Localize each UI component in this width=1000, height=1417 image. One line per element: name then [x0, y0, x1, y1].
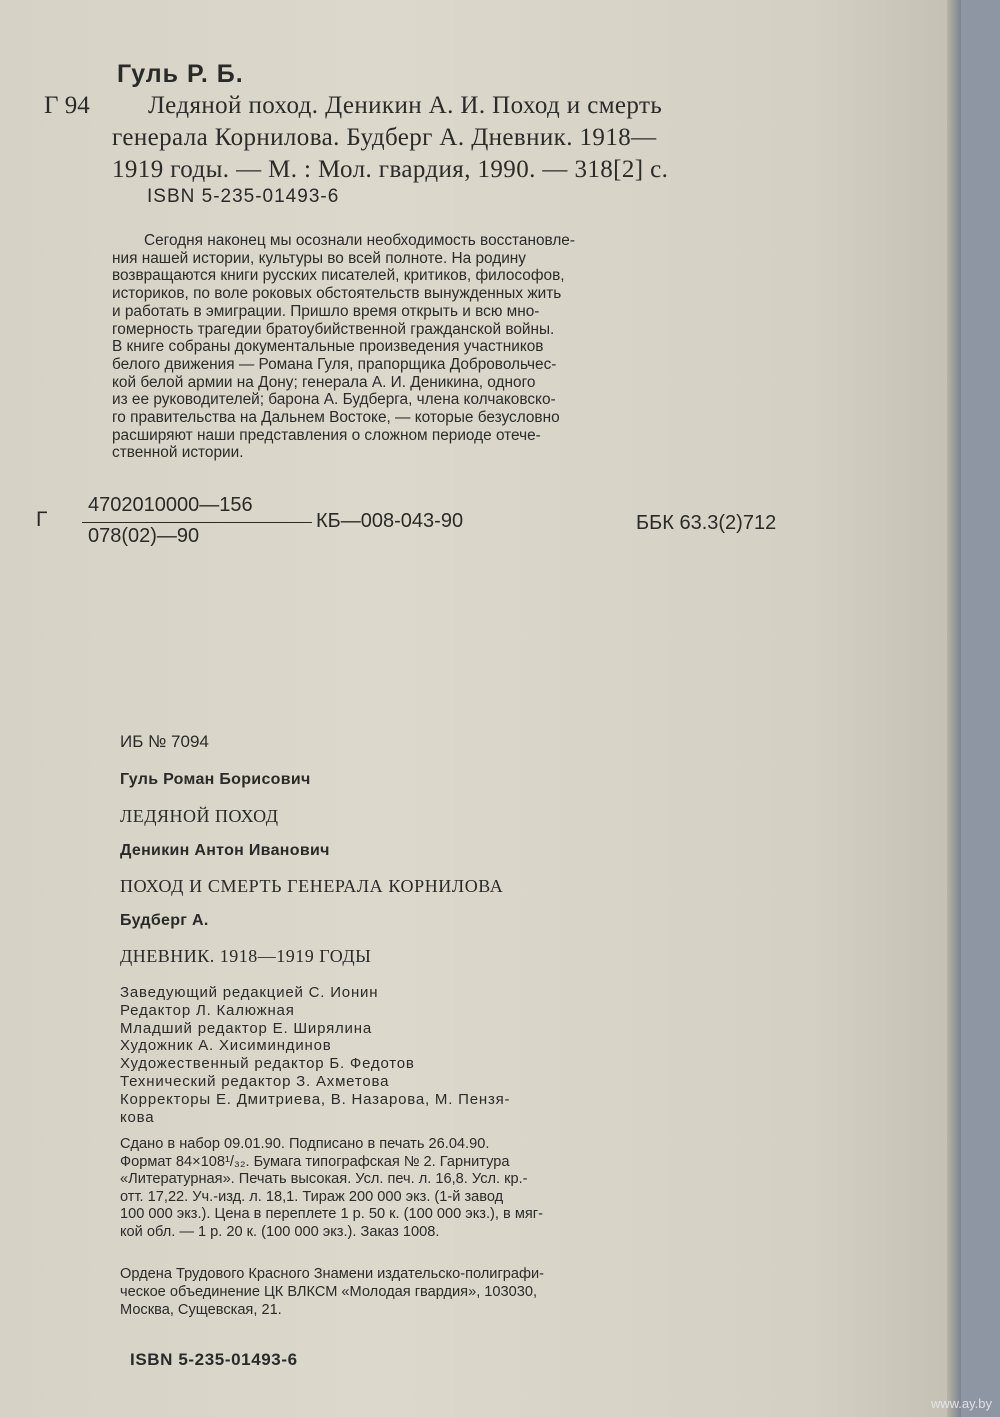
annotation-line: историков, по воле роковых обстоятельств вынужденных жить: [112, 285, 562, 303]
annotation-line: кой белой армии на Дону; генерала А. И. Деникина, одного: [112, 373, 536, 391]
annotation-line: ния нашей истории, культуры во всей полноте. На родину: [112, 249, 526, 267]
annotation-line: расширяют наши представления о сложном периоде отече-: [112, 426, 541, 444]
author-header: Гуль Р. Б.: [117, 60, 244, 88]
isbn-footer: ISBN 5-235-01493-6: [130, 1350, 298, 1369]
imprint-title-2: ПОХОД И СМЕРТЬ ГЕНЕРАЛА КОРНИЛОВА: [120, 876, 504, 896]
annotation-line: из ее руководителей; барона А. Будберга, члена колчаковско-: [112, 391, 556, 409]
bibliographic-entry: [112, 90, 668, 186]
annotation-line: ственной истории.: [112, 444, 244, 462]
publisher-info: [120, 1265, 544, 1319]
publisher-line: Москва, Сущевская, 21.: [120, 1302, 282, 1318]
publisher-line: Ордена Трудового Красного Знамени издательско-полиграфи-: [120, 1266, 545, 1282]
staff-line: Заведующий редакцией С. Ионин: [120, 984, 379, 1001]
print-line: 100 000 экз.). Цена в переплете 1 р. 50 к. (100 000 экз.), в мяг-: [120, 1206, 543, 1222]
page-edge-shadow: [947, 0, 961, 1417]
imprint-title-3: ДНЕВНИК. 1918—1919 ГОДЫ: [120, 946, 372, 966]
isbn-header: ISBN 5-235-01493-6: [147, 186, 340, 207]
imprint-author-2: Деникин Антон Иванович: [120, 842, 330, 859]
print-line: кой обл. — 1 р. 20 к. (100 000 экз.). Заказ 1008.: [120, 1223, 440, 1240]
watermark: www.ay.by: [930, 1396, 992, 1411]
print-line: Формат 84×108¹/₃₂. Бумага типографская № 2. Гарнитура: [120, 1153, 510, 1170]
annotation-line: го правительства на Дальнем Востоке, — которые безусловно: [112, 409, 560, 427]
annotation-line: гомерность трагедии братоубийственной гражданской войны.: [112, 320, 555, 338]
publisher-line: ческое объединение ЦК ВЛКСМ «Молодая гвардия», 103030,: [120, 1284, 538, 1300]
imprint-author-3: Будберг А.: [120, 912, 209, 929]
print-line: «Литературная». Печать высокая. Усл. печ. л. 16,8. Усл. кр.-: [120, 1171, 528, 1187]
bib-line: генерала Корнилова. Будберг А. Дневник. 1918—: [112, 124, 657, 151]
staff-line: кова: [120, 1108, 155, 1126]
fraction-bar: [82, 522, 312, 523]
annotation-line: и работать в эмиграции. Пришло время открыть и всю мно-: [112, 302, 540, 320]
print-line: Сдано в набор 09.01.90. Подписано в печать 26.04.90.: [120, 1136, 490, 1152]
imprint-title-1: ЛЕДЯНОЙ ПОХОД: [120, 806, 279, 826]
shelf-code: Г 94: [44, 92, 90, 119]
imprint-author-1: Гуль Роман Борисович: [120, 771, 311, 788]
staff-line: Художественный редактор Б. Федотов: [120, 1055, 415, 1073]
staff-line: Технический редактор З. Ахметова: [120, 1072, 390, 1090]
annotation-line: В книге собраны документальные произведения участников: [112, 338, 544, 356]
bib-line: 1919 годы. — М. : Мол. гвардия, 1990. — 318[2] с.: [112, 156, 669, 183]
staff-line: Корректоры Е. Дмитриева, В. Назарова, М. Пензя-: [120, 1090, 511, 1108]
annotation: [112, 232, 575, 462]
annotation-line: Сегодня наконец мы осознали необходимость восстановле-: [144, 232, 575, 249]
classification-denominator: 078(02)—90: [88, 525, 200, 547]
bbk-code: ББК 63.3(2)712: [636, 512, 777, 534]
staff-line: Художник А. Хисиминдинов: [120, 1037, 332, 1055]
annotation-line: белого движения — Романа Гуля, прапорщика Добровольчес-: [112, 355, 557, 373]
bib-line: Ледяной поход. Деникин А. И. Поход и смерть: [148, 92, 663, 119]
annotation-line: возвращаются книги русских писателей, критиков, философов,: [112, 267, 565, 285]
print-line: отт. 17,22. Уч.-изд. л. 18,1. Тираж 200 000 экз. (1-й завод: [120, 1188, 504, 1205]
staff-line: Редактор Л. Калюжная: [120, 1001, 295, 1019]
kb-code: КБ—008-043-90: [316, 510, 464, 532]
ib-number: ИБ № 7094: [120, 732, 209, 751]
print-details: [120, 1136, 543, 1241]
staff-line: Младший редактор Е. Ширялина: [120, 1019, 372, 1037]
staff-credits: [120, 984, 510, 1126]
classification-numerator: 4702010000—156: [88, 494, 253, 516]
classification-letter: Г: [36, 508, 48, 531]
